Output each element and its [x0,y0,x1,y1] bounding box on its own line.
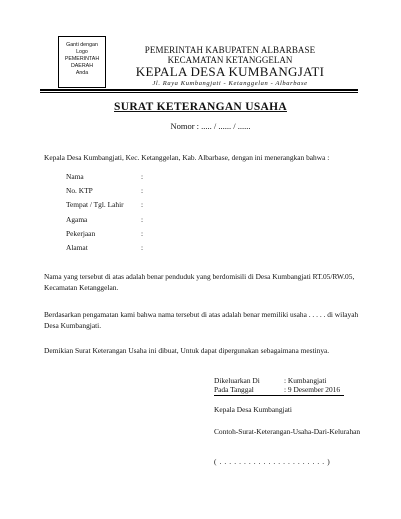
letterhead [110,45,350,88]
field-agama [66,215,266,229]
issued-at-label: Dikeluarkan Di [214,376,260,385]
field-colon: : [141,228,144,238]
letterhead-government: PEMERINTAH KABUPATEN ALBARBASE [144,45,316,55]
letterhead-district: KECAMATAN KETANGGELAN [167,55,293,65]
intro-text: Kepala Desa Kumbangjati, Kec. Ketanggelan, Kab. Albarbase, dengan ini menerangkan bahwa : [44,153,330,162]
field-colon: : [141,242,144,252]
field-label: Agama [66,214,88,224]
field-colon: : [141,214,144,224]
issue-place-date [214,376,364,394]
signature-note: Contoh-Surat-Keterangan-Usaha-Dari-Kelurahan [214,427,361,436]
paragraph-business: Berdasarkan pengamatan kami bahwa nama tersebut di atas adalah benar memiliki usaha . . . . . di wilayah Desa Kumbangjati. [44,310,359,330]
field-label: No. KTP [66,186,93,196]
field-label: Pekerjaan [66,228,96,238]
signatory-position: Kepala Desa Kumbangjati [214,405,292,414]
logo-text-line: PEMERINTAH [64,56,100,62]
logo-text-line: Ganti dengan [66,42,98,48]
paragraph-closing: Demikian Surat Keterangan Usaha ini dibuat, Untuk dapat dipergunakan sebagaimana mestinya. [44,346,330,355]
paragraph-domicile: Nama yang tersebut di atas adalah benar penduduk yang berdomisili di Desa Kumbangjati RT.05/RW.05, Kecamatan Ketanggelan. [44,272,355,292]
field-colon: : [141,200,144,210]
issue-date-row [214,385,364,394]
field-colon: : [141,172,144,181]
field-colon: : [141,186,144,196]
issued-at-row [214,376,364,385]
letterhead-village-head: KEPALA DESA KUMBANGJATI [135,64,325,79]
signatory-name-blank: ( . . . . . . . . . . . . . . . . . . . . . . ) [214,457,331,466]
field-label: Alamat [66,242,88,252]
identity-fields [66,172,266,257]
field-pekerjaan [66,229,266,243]
field-tempat-tgl-lahir [66,200,266,214]
field-label: Tempat / Tgl. Lahir [66,200,124,210]
logo-text-line: Anda [75,70,89,76]
letterhead-divider-thin [40,92,358,93]
issued-at-value: : Kumbangjati [284,376,327,385]
issue-date-value: : 9 Desember 2016 [284,385,341,394]
letterhead-divider-thick [40,89,358,91]
field-label: Nama [66,172,84,181]
logo-text-line: Logo [76,49,88,55]
issue-date-label: Pada Tanggal [214,385,254,394]
field-no-ktp [66,186,266,200]
letterhead-address: Jl. Raya Kumbangjati - Ketanggelan - Albarbase [152,80,308,87]
document-number: Nomor : ..... / ...... / ...... [170,121,251,131]
logo-placeholder [58,36,106,88]
document-title: SURAT KETERANGAN USAHA [114,101,287,113]
field-alamat [66,243,266,257]
logo-text-line: DAERAH [70,63,94,69]
issue-date-underline [214,395,344,396]
field-nama [66,172,266,186]
